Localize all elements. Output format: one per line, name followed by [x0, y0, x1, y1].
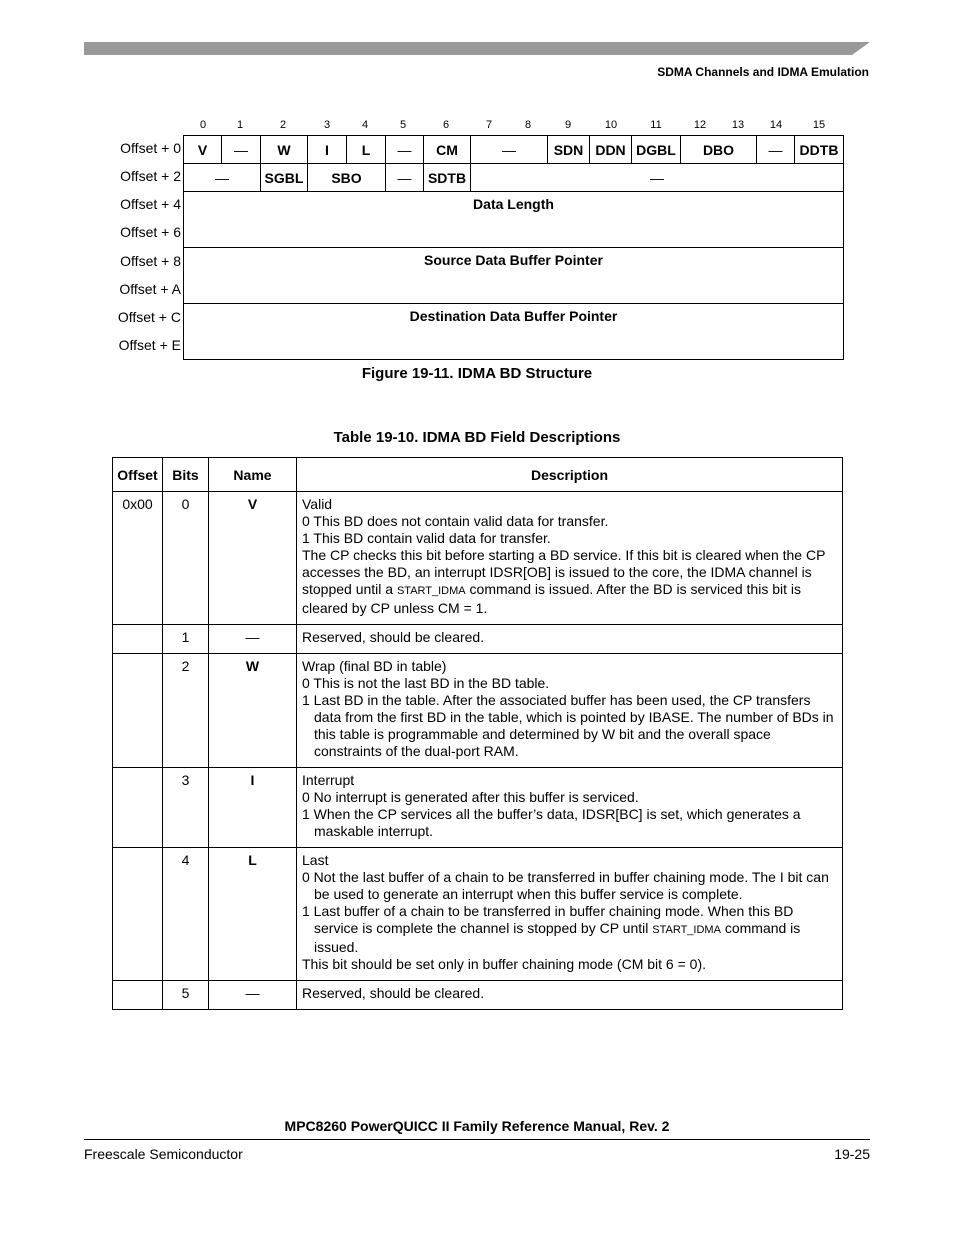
description-cell — [297, 981, 843, 1010]
table-row — [113, 981, 843, 1010]
field-destination-data-buffer-pointer: Destination Data Buffer Pointer — [183, 303, 844, 360]
field-dbo: DBO — [680, 135, 757, 164]
field-cm: CM — [423, 135, 471, 164]
field-ddtb: DDTB — [794, 135, 844, 164]
name-cell: L — [209, 848, 297, 981]
description-cell — [297, 768, 843, 848]
company-name: Freescale Semiconductor — [84, 1146, 243, 1162]
bit-number: 10 — [604, 119, 618, 131]
bit-number: 15 — [812, 119, 826, 131]
table-header-row — [113, 458, 843, 492]
field-v: V — [183, 135, 222, 164]
manual-title: MPC8260 PowerQUICC II Family Reference Manual, Rev. 2 — [284, 1118, 670, 1134]
section-title: SDMA Channels and IDMA Emulation — [657, 65, 869, 79]
description-line: 1 When the CP services all the buffer’s data, IDSR[BC] is set, which generates a maskable interrupt. — [302, 806, 801, 839]
offset-label: Offset + C — [117, 309, 181, 325]
bits-cell: 2 — [163, 654, 209, 768]
offset-cell — [113, 654, 163, 768]
description-line: Interrupt — [302, 772, 355, 788]
bit-number: 8 — [524, 119, 532, 131]
description-line: Last — [302, 852, 329, 868]
description-line: 0 Not the last buffer of a chain to be transferred in buffer chaining mode. The I bit can be used to generate an interrupt when this buffer service is complete. — [302, 869, 829, 902]
description-cell — [297, 848, 843, 981]
description-text: command is issued. After the BD is serviced this bit is cleared by CP unless CM = 1. — [302, 581, 801, 616]
description-text: 1 Last buffer of a chain to be transferred in buffer chaining mode. When this BD service is complete the channel is stopped by CP until — [302, 903, 794, 936]
table-row — [113, 768, 843, 848]
command-name: START_IDMA — [652, 924, 721, 936]
field-dgbl: DGBL — [631, 135, 681, 164]
field-sbo: SBO — [307, 163, 386, 192]
offset-label: Offset + 6 — [120, 224, 181, 240]
bit-number: 14 — [769, 119, 783, 131]
field-sdtb: SDTB — [423, 163, 471, 192]
page-number: 19-25 — [834, 1146, 870, 1162]
bit-number: 6 — [442, 119, 450, 131]
field-l: L — [346, 135, 386, 164]
field-sgbl: SGBL — [260, 163, 308, 192]
bits-cell: 3 — [163, 768, 209, 848]
header-bar — [84, 42, 870, 55]
field-ddn: DDN — [589, 135, 632, 164]
bit-number: 2 — [279, 119, 287, 131]
figure-caption: Figure 19-11. IDMA BD Structure — [361, 365, 593, 382]
table-row — [113, 848, 843, 981]
description-cell — [297, 492, 843, 625]
offset-label: Offset + 4 — [120, 196, 181, 212]
offset-cell: 0x00 — [113, 492, 163, 625]
header-bits: Bits — [163, 458, 209, 492]
command-name: START_IDMA — [396, 585, 466, 597]
description-line: 0 This BD does not contain valid data for transfer. — [302, 513, 609, 529]
bit-number: 3 — [323, 119, 331, 131]
bit-number: 13 — [731, 119, 745, 131]
bits-cell: 4 — [163, 848, 209, 981]
name-cell: — — [209, 981, 297, 1010]
field-w: W — [260, 135, 308, 164]
offset-label: Offset + 8 — [120, 253, 181, 269]
description-line — [302, 903, 837, 956]
name-cell: W — [209, 654, 297, 768]
header-offset: Offset — [113, 458, 163, 492]
bit-number: 5 — [399, 119, 407, 131]
bit-number: 12 — [693, 119, 707, 131]
bits-cell: 1 — [163, 625, 209, 654]
field-descriptions-table — [112, 457, 843, 1010]
offset-cell — [113, 981, 163, 1010]
header-name: Name — [209, 458, 297, 492]
bit-number: 9 — [564, 119, 572, 131]
table-row — [113, 492, 843, 625]
field-reserved: — — [221, 135, 261, 164]
bit-number: 7 — [485, 119, 493, 131]
bit-number: 4 — [361, 119, 369, 131]
field-source-data-buffer-pointer: Source Data Buffer Pointer — [183, 247, 844, 304]
table-row — [113, 654, 843, 768]
bits-cell: 5 — [163, 981, 209, 1010]
description-line: 1 Last BD in the table. After the associated buffer has been used, the CP transfers data from the first BD in the table, which is pointed by IBASE. The number of BDs in this table is programmable and determined by W bit and the overall space constraints of the dual-port RAM. — [302, 692, 834, 759]
description-line: 1 This BD contain valid data for transfer. — [302, 530, 551, 546]
offset-label: Offset + 2 — [120, 168, 181, 184]
description-line: 0 No interrupt is generated after this buffer is serviced. — [302, 789, 639, 805]
field-reserved: — — [756, 135, 795, 164]
bit-number: 11 — [650, 119, 662, 131]
bit-number: 0 — [199, 119, 207, 131]
footer-divider — [84, 1139, 870, 1140]
offset-cell — [113, 768, 163, 848]
description-line: This bit should be set only in buffer chaining mode (CM bit 6 = 0). — [302, 956, 707, 972]
offset-cell — [113, 848, 163, 981]
offset-label: Offset + 0 — [120, 140, 181, 156]
offset-label: Offset + A — [119, 281, 181, 297]
description-line: Reserved, should be cleared. — [302, 629, 485, 645]
field-data-length: Data Length — [183, 191, 844, 248]
field-reserved: — — [183, 163, 261, 192]
description-line: Valid — [302, 496, 333, 512]
header-description: Description — [297, 458, 843, 492]
name-cell: — — [209, 625, 297, 654]
bits-cell: 0 — [163, 492, 209, 625]
field-i: I — [307, 135, 347, 164]
description-paragraph — [302, 547, 837, 617]
field-reserved: — — [385, 135, 424, 164]
field-reserved: — — [470, 135, 548, 164]
description-line: 0 This is not the last BD in the BD table. — [302, 675, 550, 691]
description-line: Reserved, should be cleared. — [302, 985, 485, 1001]
description-text: command is issued. — [314, 920, 801, 955]
description-line: Wrap (final BD in table) — [302, 658, 447, 674]
bit-number: 1 — [236, 119, 244, 131]
description-text: The CP checks this bit before starting a BD service. If this bit is cleared when the CP accesses the BD, an interrupt IDSR[OB] is issued to the core, the IDMA channel is stopped until a — [302, 547, 826, 597]
description-cell — [297, 625, 843, 654]
offset-label: Offset + E — [118, 337, 181, 353]
name-cell: I — [209, 768, 297, 848]
description-cell — [297, 654, 843, 768]
table-caption: Table 19-10. IDMA BD Field Descriptions — [333, 429, 621, 446]
name-cell: V — [209, 492, 297, 625]
field-reserved: — — [470, 163, 844, 192]
offset-cell — [113, 625, 163, 654]
field-reserved: — — [385, 163, 424, 192]
table-row — [113, 625, 843, 654]
field-sdn: SDN — [547, 135, 590, 164]
